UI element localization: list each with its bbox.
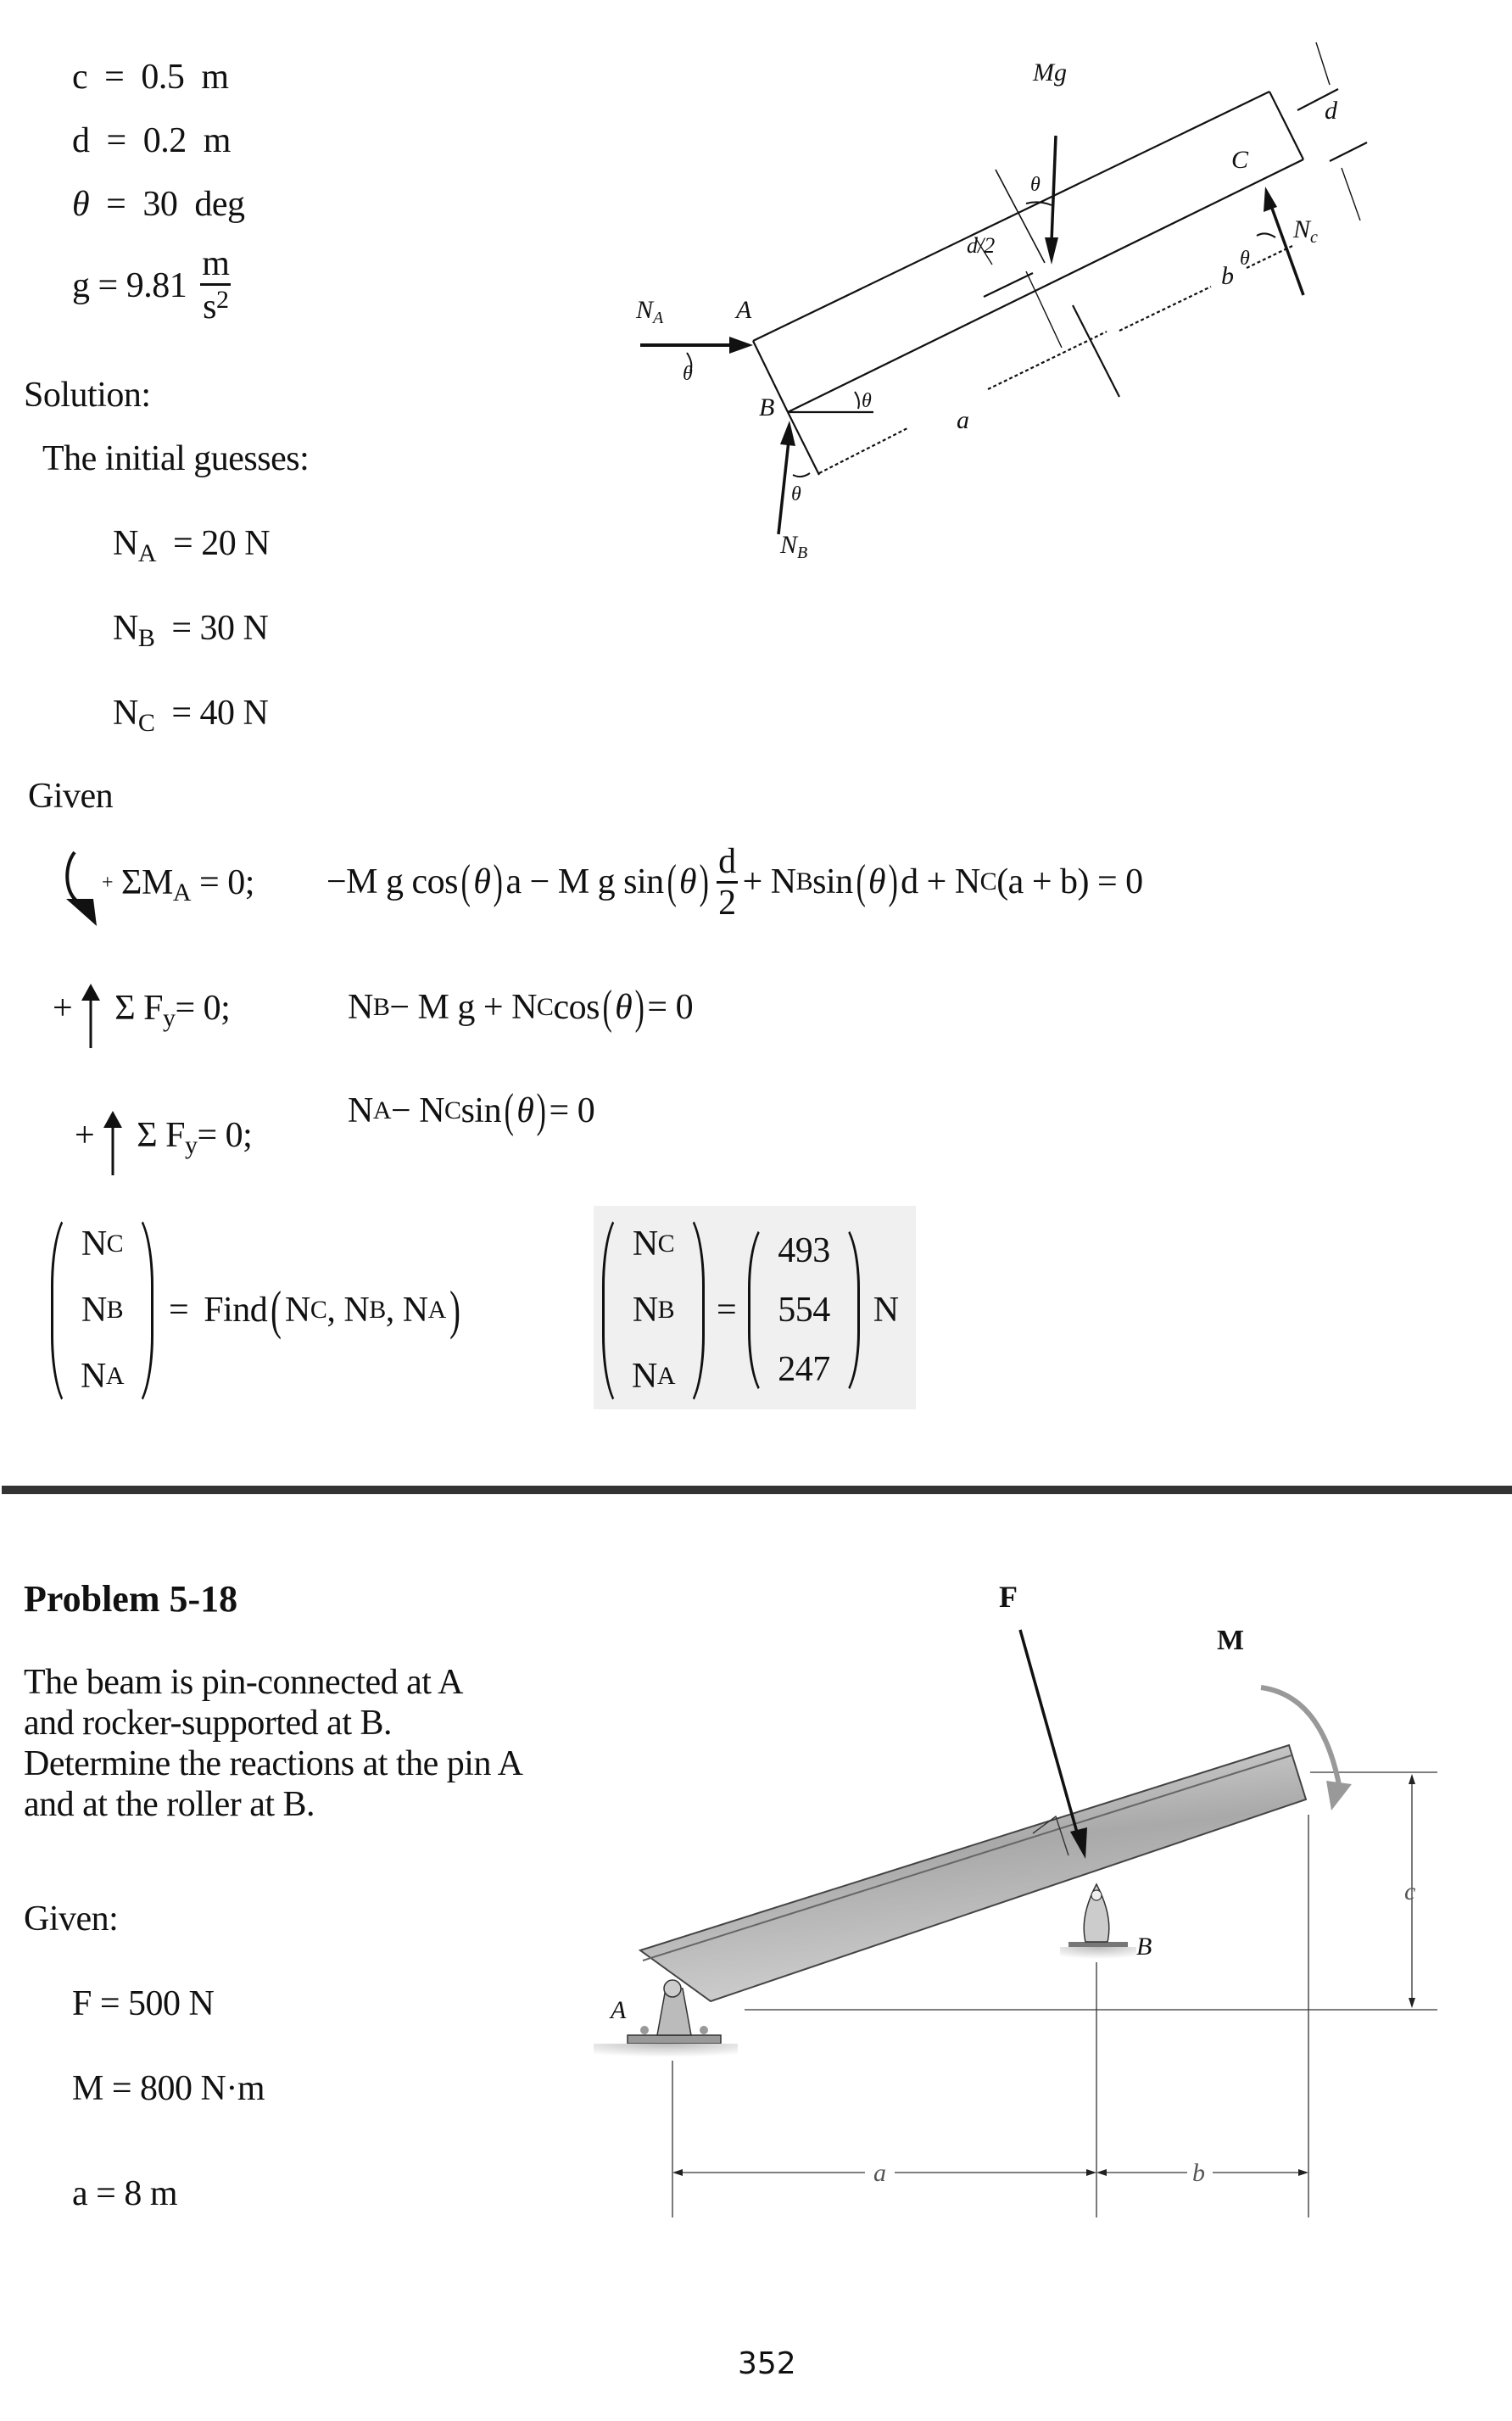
value: 30 (142, 185, 178, 224)
find-statement: N C N B N A = Find ( N C , N B , N A ) (51, 1208, 464, 1412)
unknowns-vector: N C N B N A (51, 1211, 153, 1410)
problem-given-label: Given: (24, 1899, 119, 1938)
fy-equation-1: N B − M g + N C cos ( θ ) = 0 (348, 981, 694, 1034)
given-label: Given (28, 777, 114, 816)
description-line: and at the roller at B. (24, 1785, 315, 1824)
given-c: c = 0.5 m (72, 58, 229, 97)
label-na: $N_A$ (636, 296, 664, 327)
given-m: M = 800 N·m (72, 2069, 265, 2108)
unit-denominator: s (203, 287, 216, 326)
unit-fraction (200, 246, 231, 325)
label-b-support: B (1136, 1933, 1152, 1961)
result-unit: N (873, 1291, 899, 1330)
label-theta-mg: θ (1030, 174, 1041, 196)
problem-title: Problem 5-18 (24, 1578, 238, 1620)
label-a-support: A (611, 1996, 627, 2024)
label-a-dim: a (873, 2159, 886, 2187)
unit: m (203, 121, 231, 160)
result-nc: 493 (778, 1231, 830, 1270)
problem-description (24, 1662, 522, 1825)
given-d: d = 0.2 m (72, 121, 231, 160)
unit-numerator: m (200, 246, 231, 286)
symbol: c (72, 58, 88, 97)
label-a-point: A (736, 296, 752, 324)
label-b-dim: b (1192, 2159, 1205, 2187)
fy-equation-2: N A − N C sin ( θ ) = 0 (348, 1085, 595, 1137)
label-c: C (1231, 146, 1249, 174)
unit: deg (194, 185, 245, 224)
label-b-dim: b (1221, 262, 1234, 290)
given-a: a = 8 m (72, 2174, 178, 2213)
value: 0.2 (142, 121, 187, 160)
label-theta-nc: θ (1240, 248, 1250, 270)
find-function: Find (204, 1291, 268, 1330)
section-divider (2, 1486, 1512, 1494)
solution-heading: Solution: (24, 376, 151, 415)
fy-sum-label-1: + Σ $F_y= 0$; (53, 989, 231, 1032)
label-theta-b: θ (862, 390, 872, 412)
guess-nc: $N_C = 40$ N (113, 694, 269, 737)
free-body-diagram-1 (628, 42, 1391, 568)
label-d: d (1325, 97, 1337, 125)
result-nb: 554 (778, 1291, 830, 1330)
value: 9.81 (126, 265, 187, 305)
result-unknowns-vector: N C N B N A (602, 1211, 705, 1410)
guess-na: $N_A = 20$ N (113, 524, 271, 567)
beam-diagram-2 (585, 1526, 1476, 2187)
given-g: g = 9.81 $\frac{m}{s^2}$ (72, 244, 230, 326)
symbol: θ (72, 185, 90, 224)
symbol: d (72, 121, 90, 160)
moment-equation: −M g cos ( θ ) a − M g sin ( θ ) $\frac{d}{2}$ + N B sin ( θ ) d + N C (a + b) = 0 (326, 841, 1143, 923)
label-c-dim: c (1404, 1877, 1416, 1905)
result-na: 247 (778, 1350, 830, 1389)
label-a-dim: a (957, 406, 969, 434)
label-f: F (999, 1580, 1018, 1614)
given-f: F = 500 N (72, 1984, 215, 2023)
label-theta-nb: θ (791, 483, 801, 505)
label-nb: $N_B$ (780, 531, 808, 562)
description-line: and rocker-supported at B. (24, 1704, 393, 1743)
label-m: M (1217, 1625, 1245, 1656)
page-number: 352 (738, 2346, 796, 2381)
given-theta: θ = 30 deg (72, 185, 245, 224)
label-theta-na: θ (683, 363, 693, 385)
moment-sum-label: + $\Sigma M_A = 0$; (102, 863, 254, 906)
result-equation: N C N B N A = 493 554 247 N (602, 1208, 899, 1412)
result-values-vector (748, 1221, 860, 1399)
symbol: g (72, 265, 90, 305)
description-line: The beam is pin-connected at A (24, 1663, 463, 1702)
label-d-half: d/2 (967, 233, 996, 258)
unit: m (201, 58, 229, 97)
label-mg: Mg (1033, 59, 1067, 86)
description-line: Determine the reactions at the pin A (24, 1744, 523, 1783)
label-nc: $N_c$ (1293, 215, 1318, 247)
fy-sum-label-2: + Σ $F_y= 0$; (75, 1116, 253, 1159)
value: 0.5 (141, 58, 185, 97)
exponent: 2 (215, 286, 229, 314)
guesses-heading: The initial guesses: (42, 439, 310, 478)
guess-nb: $N_B = 30$ N (113, 609, 269, 652)
label-b-point: B (759, 393, 775, 421)
